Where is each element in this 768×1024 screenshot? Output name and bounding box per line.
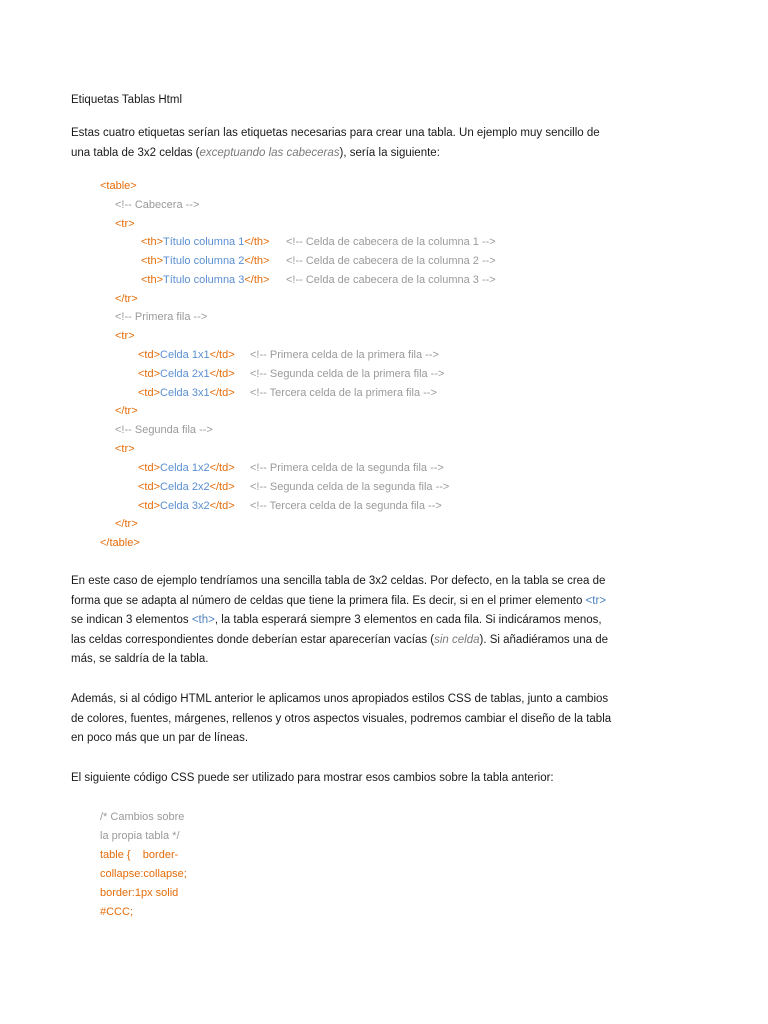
para2-text: forma que se adapta al número de celdas que tiene la primera fila. Es decir, si en el primer elemento xyxy=(71,594,586,607)
para2-text: las celdas correspondientes donde deberían estar aparecerían vacías ( xyxy=(71,633,435,646)
code-td-close: </td> xyxy=(209,349,235,361)
code-comment-primera: <!-- Primera fila --> xyxy=(115,311,208,323)
code-tr-close: </tr> xyxy=(115,518,138,530)
para2-line xyxy=(71,611,611,631)
code-comment-cabecera: <!-- Cabecera --> xyxy=(115,199,200,211)
css-intro-paragraph xyxy=(71,690,611,749)
para2-line xyxy=(71,631,611,651)
code-td-close: </td> xyxy=(209,500,235,512)
code-td-text: Celda 1x2 xyxy=(160,462,210,474)
code-td-open: <td> xyxy=(138,349,161,361)
para4-line: El siguiente código CSS puede ser utilizado para mostrar esos cambios sobre la tabla anterior: xyxy=(71,772,554,784)
code-td-open: <td> xyxy=(138,481,161,493)
code-td-comment: <!-- Tercera celda de la primera fila --> xyxy=(250,387,437,399)
css-comment-line: /* Cambios sobre xyxy=(100,811,185,823)
code-td-text: Celda 2x2 xyxy=(160,481,210,493)
code-th-row xyxy=(141,271,269,290)
intro-paragraph xyxy=(71,124,611,163)
code-td-close: </td> xyxy=(209,481,235,493)
code-td-text: Celda 1x1 xyxy=(160,349,210,361)
css-rule-line: table { border- xyxy=(100,849,179,861)
css-rule-line: border:1px solid xyxy=(100,887,179,899)
inline-tag: <th> xyxy=(191,614,215,626)
code-td-text: Celda 3x2 xyxy=(160,500,210,512)
code-td-text: Celda 2x1 xyxy=(160,368,210,380)
code-td-close: </td> xyxy=(209,368,235,380)
code-th-comment: <!-- Celda de cabecera de la columna 1 --> xyxy=(286,236,496,248)
para3-line: en poco más que un par de líneas. xyxy=(71,732,249,744)
intro-text-end: ), sería la siguiente: xyxy=(339,146,440,159)
code-tr-open: <tr> xyxy=(115,443,135,455)
code-td-close: </td> xyxy=(209,387,235,399)
code-tr-open: <tr> xyxy=(115,218,135,230)
para3-line: Además, si al código HTML anterior le aplicamos unos apropiados estilos CSS de tablas, junto a cambios xyxy=(71,693,609,705)
code-th-comment: <!-- Celda de cabecera de la columna 3 --> xyxy=(286,274,496,286)
document-title: Etiquetas Tablas Html xyxy=(71,94,183,106)
code-th-open: <th> xyxy=(141,255,164,267)
css-rule-line: collapse:collapse; xyxy=(100,868,187,880)
code-th-close: </th> xyxy=(244,274,270,286)
code-td-comment: <!-- Segunda celda de la segunda fila --> xyxy=(250,481,450,493)
code-th-open: <th> xyxy=(141,274,164,286)
code-th-open: <th> xyxy=(141,236,164,248)
css-comment-line: la propia tabla */ xyxy=(100,830,180,842)
code-table-close: </table> xyxy=(100,537,140,549)
code-td-comment: <!-- Primera celda de la primera fila --> xyxy=(250,349,439,361)
para2-line: más, se saldría de la tabla. xyxy=(71,653,209,665)
code-td-row xyxy=(138,478,235,497)
code-table-open: <table> xyxy=(100,180,137,192)
code-th-row xyxy=(141,252,269,271)
intro-text: una tabla de 3x2 celdas ( xyxy=(71,146,200,159)
code-th-text: Título columna 1 xyxy=(163,236,245,248)
para2-text: , la tabla esperará siempre 3 elementos en cada fila. Si indicáramos menos, xyxy=(214,614,602,626)
explanation-paragraph xyxy=(71,572,611,670)
code-th-close: </th> xyxy=(244,236,270,248)
code-tr-open: <tr> xyxy=(115,330,135,342)
code-td-open: <td> xyxy=(138,500,161,512)
code-th-text: Título columna 2 xyxy=(163,255,245,267)
para3-line: de colores, fuentes, márgenes, rellenos y otros aspectos visuales, podremos cambiar el diseño de la tabla xyxy=(71,712,612,725)
code-th-text: Título columna 3 xyxy=(163,274,245,286)
code-td-close: </td> xyxy=(209,462,235,474)
code-td-row xyxy=(138,346,235,365)
code-td-comment: <!-- Segunda celda de la primera fila --> xyxy=(250,368,445,380)
para2-text: ). Si añadiéramos una de xyxy=(479,633,608,646)
code-td-row xyxy=(138,384,235,403)
code-th-comment: <!-- Celda de cabecera de la columna 2 --> xyxy=(286,255,496,267)
code-td-row xyxy=(138,365,235,384)
code-comment-segunda: <!-- Segunda fila --> xyxy=(115,424,213,436)
code-td-comment: <!-- Tercera celda de la segunda fila --> xyxy=(250,500,442,512)
inline-italic: sin celda xyxy=(434,633,480,646)
intro-line-2 xyxy=(71,144,611,164)
code-td-open: <td> xyxy=(138,462,161,474)
intro-line-1: Estas cuatro etiquetas serían las etiquetas necesarias para crear una tabla. Un ejemplo muy sencillo de xyxy=(71,127,600,139)
code-tr-close: </tr> xyxy=(115,293,138,305)
code-tr-close: </tr> xyxy=(115,405,138,417)
code-th-row xyxy=(141,233,269,252)
code-td-open: <td> xyxy=(138,368,161,380)
code-td-row xyxy=(138,497,235,516)
code-th-close: </th> xyxy=(244,255,270,267)
intro-italic: exceptuando las cabeceras xyxy=(199,146,340,159)
css-rule-line: #CCC; xyxy=(100,906,134,918)
code-td-row xyxy=(138,459,235,478)
inline-tag: <tr> xyxy=(585,594,607,607)
code-td-text: Celda 3x1 xyxy=(160,387,210,399)
para2-line: En este caso de ejemplo tendríamos una sencilla tabla de 3x2 celdas. Por defecto, en la tabla se crea de xyxy=(71,575,606,587)
code-td-open: <td> xyxy=(138,387,161,399)
para2-line xyxy=(71,592,611,612)
para2-text: se indican 3 elementos xyxy=(71,614,192,626)
code-td-comment: <!-- Primera celda de la segunda fila --> xyxy=(250,462,444,474)
css-lead-paragraph xyxy=(71,769,611,789)
